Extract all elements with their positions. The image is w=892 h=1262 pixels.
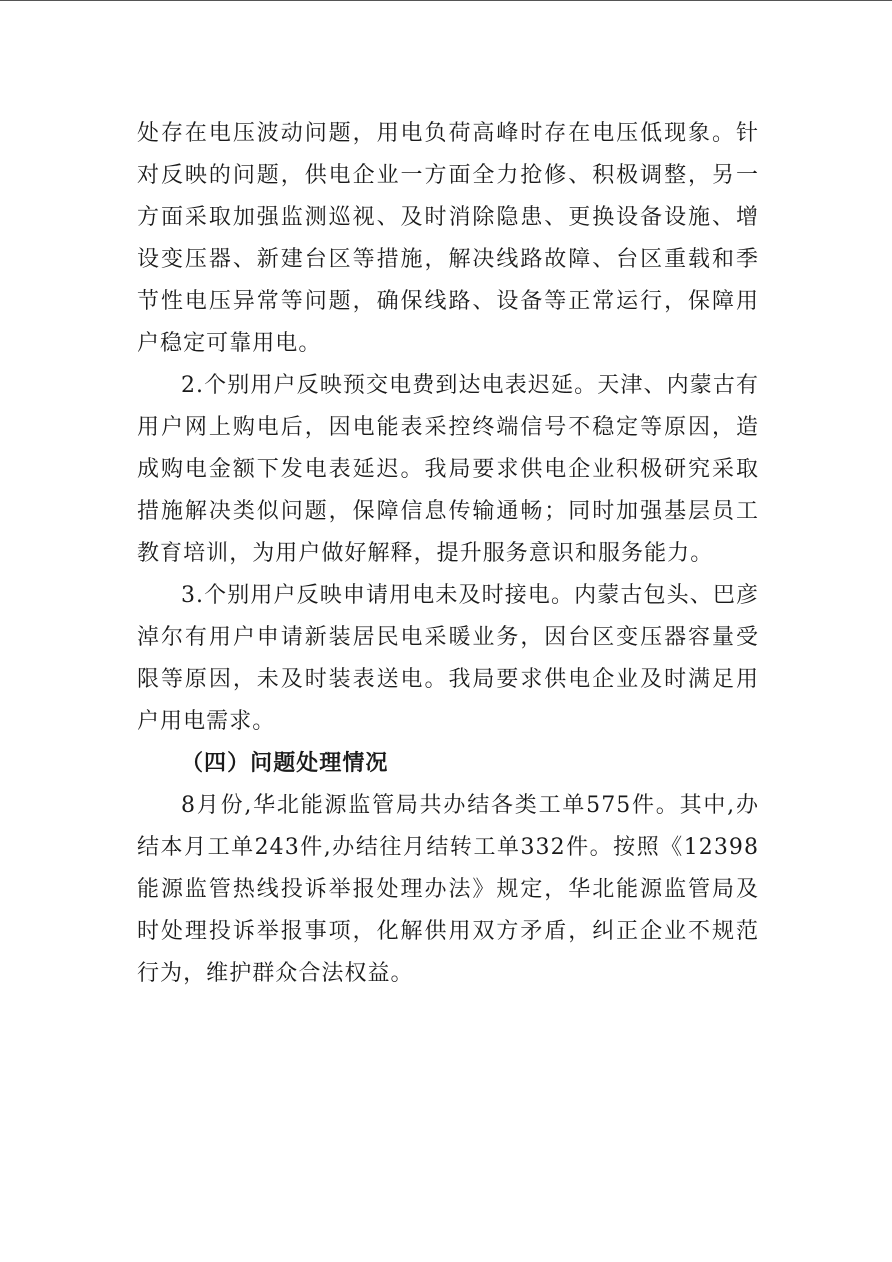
paragraph-connection-delay: 3.个别用户反映申请用电未及时接电。内蒙古包头、巴彦淖尔有用户申请新装居民电采暖业务，因台区变压器容量受限等原因，未及时装表送电。我局要求供电企业及时满足用户用电需求。 (137, 583, 759, 734)
document-body (137, 113, 759, 995)
paragraph-handling-summary: 8月份,华北能源监管局共办结各类工单575件。其中,办结本月工单243件,办结往月结转工单332件。按照《12398能源监管热线投诉举报处理办法》规定，华北能源监管局及时处理投诉举报事项，化解供用双方矛盾，纠正企业不规范行为，维护群众合法权益。 (137, 793, 759, 986)
section-heading-handling: （四）问题处理情况 (181, 751, 389, 776)
paragraph-prepaid-delay: 2.个别用户反映预交电费到达电表迟延。天津、内蒙古有用户网上购电后，因电能表采控终端信号不稳定等原因，造成购电金额下发电表延迟。我局要求供电企业积极研究采取措施解决类似问题，保障信息传输通畅；同时加强基层员工教育培训，为用户做好解释，提升服务意识和服务能力。 (137, 373, 759, 566)
paragraph-voltage-issues: 处存在电压波动问题，用电负荷高峰时存在电压低现象。针对反映的问题，供电企业一方面全力抢修、积极调整，另一方面采取加强监测巡视、及时消除隐患、更换设备设施、增设变压器、新建台区等措施，解决线路故障、台区重载和季节性电压异常等问题，确保线路、设备等正常运行，保障用户稳定可靠用电。 (137, 121, 759, 356)
